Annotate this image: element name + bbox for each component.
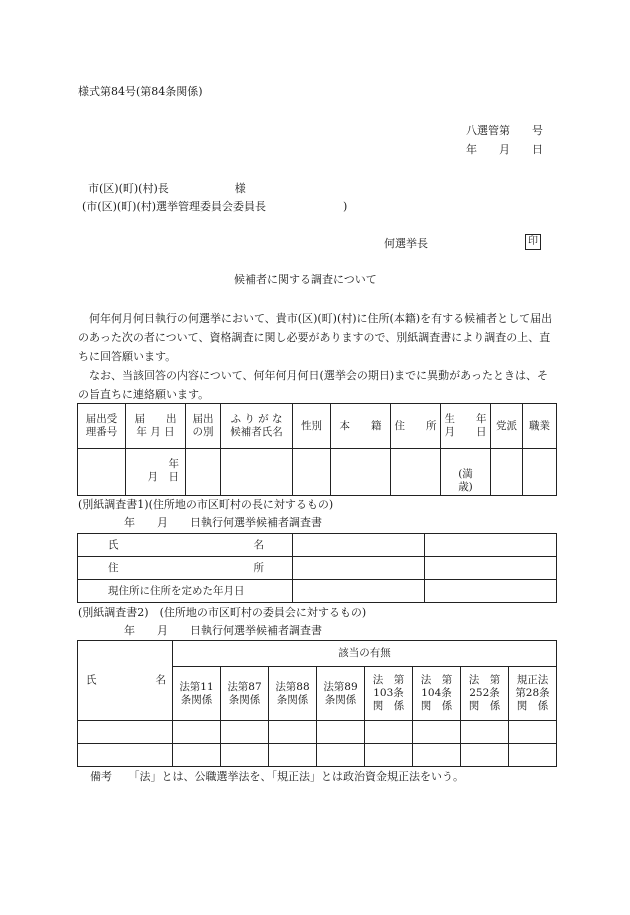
cell-occupation [523, 449, 557, 496]
survey1-row-residence-date: 現住所に住所を定めた年月日 [78, 580, 557, 603]
header-party: 党派 [491, 404, 523, 449]
col-law-89: 法第89 条関係 [317, 667, 365, 721]
col-law-104: 法 第 104条 関 係 [413, 667, 461, 721]
col-law-87: 法第87 条関係 [221, 667, 269, 721]
col-regulation-28: 規正法 第28条 関 係 [509, 667, 557, 721]
sender-name: 何選挙長 [384, 237, 428, 250]
document-number: 八選管第 号 [466, 124, 543, 137]
body-paragraph-2: なお、当該回答の内容について、何年何月何日(選挙会の期日)までに異動があったときは、その旨直ちに連絡願います。 [78, 369, 549, 401]
document-date: 年 月 日 [466, 143, 543, 156]
header-gender: 性別 [293, 404, 331, 449]
candidate-table-header [78, 404, 557, 449]
survey2-caption: (別紙調査書2) (住所地の市区町村の委員会に対するもの) [78, 606, 367, 619]
cell-name [221, 449, 293, 496]
header-occupation: 職業 [523, 404, 557, 449]
header-filing-date: 届 出 年 月 日 [126, 404, 186, 449]
survey1-row-name: 氏 名 [78, 534, 557, 557]
footnote: 備考 「法」とは、公職選挙法を、「規正法」とは政治資金規正法をいう。 [90, 770, 464, 783]
form-label: 様式第84号(第84条関係) [78, 85, 203, 98]
survey2-row [78, 721, 557, 744]
header-filing-type: 届出 の別 [186, 404, 221, 449]
survey2-table [77, 640, 557, 767]
col-law-252: 法 第 252条 関 係 [461, 667, 509, 721]
col-law-103: 法 第 103条 関 係 [365, 667, 413, 721]
header-address: 住 所 [391, 404, 441, 449]
cell-filing-type [186, 449, 221, 496]
header-furigana-name: ふ り が な 候補者氏名 [221, 404, 293, 449]
cell-address [391, 449, 441, 496]
col-law-11: 法第11 条関係 [173, 667, 221, 721]
survey1-table [77, 533, 557, 603]
cell-party [491, 449, 523, 496]
addressee-line1: 市(区)(町)(村)長 様 [88, 182, 246, 195]
cell-domicile [331, 449, 391, 496]
cell-birth-date: (満 歳) [441, 449, 491, 496]
survey1-row-address: 住 所 [78, 557, 557, 580]
survey2-name-header: 氏 名 [78, 641, 173, 721]
document-title: 候補者に関する調査について [234, 273, 377, 286]
candidate-table [77, 403, 557, 496]
cell-gender [293, 449, 331, 496]
candidate-table-row [78, 449, 557, 496]
header-receipt-no: 届出受 理番号 [78, 404, 126, 449]
survey2-group-header: 該当の有無 [173, 641, 557, 667]
cell-filing-date: 年 月 日 [126, 449, 186, 496]
seal-box: 印 [525, 234, 541, 250]
header-birth-date: 生 年 月 日 [441, 404, 491, 449]
survey2-header-row [78, 641, 557, 667]
survey2-row [78, 744, 557, 767]
header-domicile: 本 籍 [331, 404, 391, 449]
survey1-subtitle: 年 月 日執行何選挙候補者調査書 [124, 516, 322, 529]
survey2-subtitle: 年 月 日執行何選挙候補者調査書 [124, 624, 322, 637]
cell-receipt-no [78, 449, 126, 496]
body-paragraph-1: 何年何月何日執行の何選挙において、貴市(区)(町)(村)に住所(本籍)を有する候補者として届出のあった次の者について、資格調査に関し必要がありますので、別紙調査書により調査の上、直ちに回答願います。 [78, 312, 553, 363]
col-law-88: 法第88 条関係 [269, 667, 317, 721]
addressee-line2: (市(区)(町)(村)選挙管理委員会委員長 ) [82, 200, 348, 213]
survey1-caption: (別紙調査書1)(住所地の市区町村の長に対するもの) [78, 498, 334, 511]
